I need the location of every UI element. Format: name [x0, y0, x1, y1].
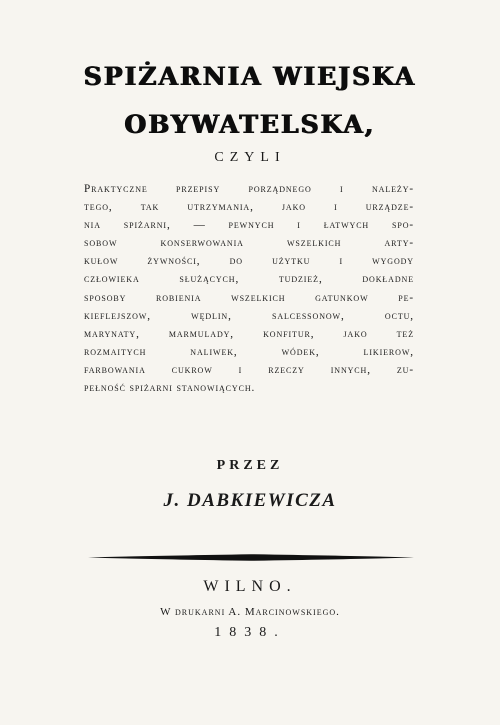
description-line: sposoby robienia wszelkich gatunkow pe-: [84, 291, 414, 304]
subtitle-connector: CZYLI: [214, 150, 286, 165]
title-line-1: SPIŻARNIA WIEJSKA: [83, 62, 417, 91]
description-line: nia spiżarni, — pewnych i łatwych spo-: [84, 219, 414, 232]
description-line: farbowania cukrow i rzeczy innych, zu-: [84, 363, 414, 376]
description-line: człowieka służących, tudzież, dokładne: [84, 273, 414, 286]
title-line-2: OBYWATELSKA,: [124, 110, 376, 139]
description-line: marynaty, marmulady, konfitur, jako też: [84, 327, 414, 340]
description-block: [84, 180, 414, 397]
description-line: kułow żywności, do użytku i wygody: [84, 255, 414, 268]
ornamental-rule: [88, 553, 414, 562]
imprint-city: WILNO.: [203, 578, 297, 595]
imprint-printer: W drukarni A. Marcinowskiego.: [160, 606, 340, 618]
imprint-year: 1838.: [214, 625, 286, 640]
description-line: pełność spiżarni stanowiących.: [84, 382, 256, 395]
author-name: J. DABKIEWICZA: [163, 490, 337, 511]
description-line: kieflejszow, wędlin, salcessonow, octu,: [84, 309, 414, 322]
by-label: PRZEZ: [216, 458, 284, 473]
description-line: tego, tak utrzymania, jako i urządze-: [84, 201, 414, 214]
description-line: Praktyczne przepisy porządnego i należy-: [84, 183, 414, 195]
description-line: rozmaitych naliwek, wódek, likierow,: [84, 345, 414, 358]
description-line: sobow konserwowania wszelkich arty-: [84, 237, 414, 250]
